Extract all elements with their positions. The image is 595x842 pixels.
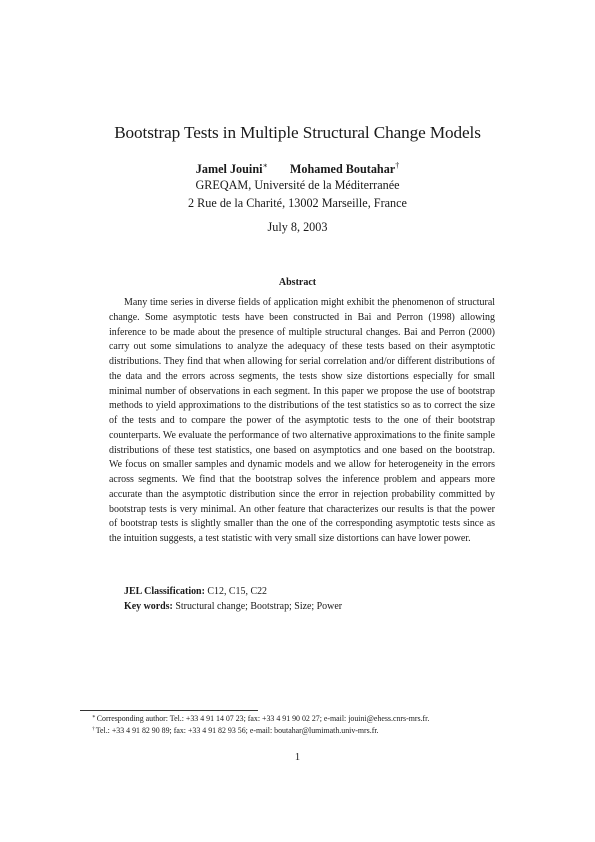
classification-block <box>124 584 342 614</box>
author-name: Mohamed Boutahar <box>289 162 396 176</box>
keywords-label: Key words: <box>124 601 173 612</box>
footnote-text: Tel.: +33 4 91 82 90 89; fax: +33 4 91 82 93 56; e-mail: boutahar@lumimath.univ-mrs.fr. <box>95 726 379 735</box>
footnote <box>92 726 379 735</box>
author-list <box>0 161 595 177</box>
abstract-heading: Abstract <box>278 277 317 288</box>
paper-title: Bootstrap Tests in Multiple Structural Change Models <box>114 123 481 142</box>
jel-value: C12, C15, C22 <box>207 586 268 597</box>
paper-date: July 8, 2003 <box>267 220 328 234</box>
page-number: 1 <box>294 752 301 763</box>
affiliation-address: 2 Rue de la Charité, 13002 Marseille, France <box>188 196 407 210</box>
jel-classification <box>124 584 342 599</box>
footnote-marker: † <box>395 161 400 170</box>
abstract-body: Many time series in diverse fields of application might exhibit the phenomenon of structural change. Some asymptotic tests have been constructed in Bai and Perron (1998) allowing inference to be made about the presence of multiple structural changes. Bai and Perron (2000) carry out some simulations to analyze the adequacy of these tests based on their asymptotic distributions. They find that when allowing for serial correlation and/or different distributions of the data and the errors across segments, the tests show size distortions especially for small minimal number of observations in each segment. In this paper we propose the use of bootstrap methods to yield approximations to the distributions of the test statistics so as to correct the size of the tests and to compare the power of the asymptotic tests to the one of their bootstrap counterparts. We evaluate the performance of two alternative approximations to the finite sample distributions of these test statistics, one based on asymptotics and one based on the bootstrap. We focus on smaller samples and dynamic models and we allow for heterogeneity in the errors across segments. We find that the bootstrap solves the inference problem and appears more accurate than the asymptotic distribution since the error in rejection probability committed by bootstrap tests is very minimal. An other feature that characterizes our results is that the power of bootstrap tests is slightly smaller than the one of the corresponding asymptotic tests since as the intuition suggests, a test statistic with very small size distortions can have lower power. <box>109 297 495 544</box>
footnote-text: Corresponding author: Tel.: +33 4 91 14 07 23; fax: +33 4 91 90 02 27; e-mail: jouini@ehess.cnrs-mrs.fr. <box>96 714 430 723</box>
affiliation-institution: GREQAM, Université de la Méditerranée <box>195 178 400 192</box>
author-name: Jamel Jouini <box>195 162 263 176</box>
footnote-marker: † <box>92 726 95 732</box>
footnote <box>92 714 429 723</box>
keywords-value: Structural change; Bootstrap; Size; Power <box>175 601 343 612</box>
keywords <box>124 599 342 614</box>
footnote-divider <box>80 710 258 711</box>
footnote-marker: ∗ <box>262 161 268 170</box>
jel-label: JEL Classification: <box>124 586 205 597</box>
footnote-marker: ∗ <box>92 714 96 720</box>
